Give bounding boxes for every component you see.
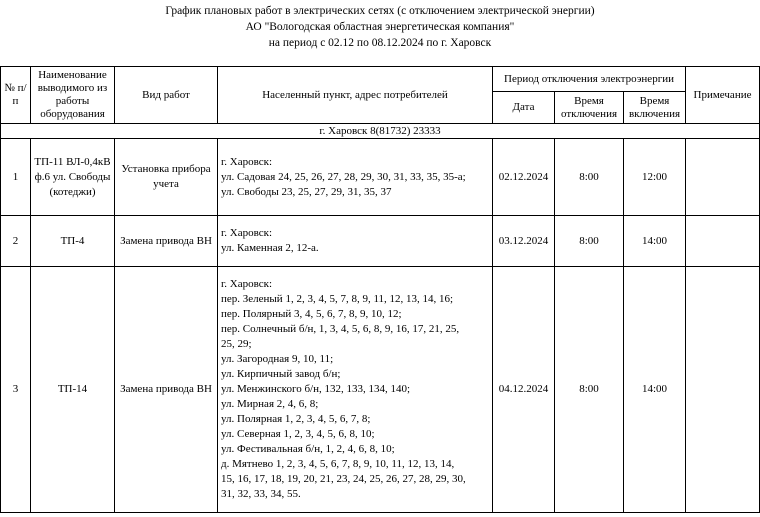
col-header-period: Период отключения электроэнергии [493, 67, 686, 92]
address-line: г. Харовск: [221, 278, 273, 290]
col-header-time-on: Время включения [624, 92, 686, 124]
address-line: 31, 32, 33, 34, 55. [221, 488, 301, 500]
cell-note [686, 267, 760, 513]
cell-date: 03.12.2024 [493, 216, 555, 267]
col-header-date: Дата [493, 92, 555, 124]
cell-equipment: ТП-4 [31, 216, 115, 267]
address-line: 25, 29; [221, 338, 252, 350]
cell-date: 02.12.2024 [493, 139, 555, 216]
address-line: пер. Полярный 3, 4, 5, 6, 7, 8, 9, 10, 12; [221, 308, 402, 320]
address-line: д. Мятнево 1, 2, 3, 4, 5, 6, 7, 8, 9, 10, 11, 12, 13, 14, [221, 458, 455, 470]
col-header-address: Населенный пункт, адрес потребителей [218, 67, 493, 124]
address-line: ул. Северная 1, 2, 3, 4, 5, 6, 8, 10; [221, 428, 375, 440]
cell-work-type: Замена привода ВН [115, 267, 218, 513]
cell-time-on: 12:00 [624, 139, 686, 216]
document-title [0, 3, 760, 51]
title-line-3: на период с 02.12 по 08.12.2024 по г. Харовск [268, 37, 492, 49]
cell-address [218, 139, 493, 216]
cell-equipment: ТП-11 ВЛ-0,4кВ ф.6 ул. Свободы (котеджи) [31, 139, 115, 216]
address-line: ул. Каменная 2, 12-а. [221, 242, 319, 254]
cell-date: 04.12.2024 [493, 267, 555, 513]
cell-work-type: Установка прибора учета [115, 139, 218, 216]
title-line-2: АО "Вологодская областная энергетическая компания" [245, 21, 515, 33]
schedule-table [0, 66, 760, 513]
address-line: ул. Свободы 23, 25, 27, 29, 31, 35, 37 [221, 185, 392, 198]
cell-work-type: Замена привода ВН [115, 216, 218, 267]
address-line: ул. Загородная 9, 10, 11; [221, 353, 334, 365]
address-line: пер. Солнечный б/н, 1, 3, 4, 5, 6, 8, 9, 16, 17, 21, 25, [221, 323, 460, 335]
cell-num: 1 [1, 139, 31, 216]
address-line: г. Харовск: [221, 155, 273, 168]
address-line: ул. Мирная 2, 4, 6, 8; [221, 398, 319, 410]
cell-note [686, 216, 760, 267]
address-line: ул. Садовая 24, 25, 26, 27, 28, 29, 30, 31, 33, 35, 35-а; [221, 170, 466, 183]
address-line: 15, 16, 17, 18, 19, 20, 21, 23, 24, 25, 26, 27, 28, 29, 30, [221, 473, 466, 485]
table-row [1, 267, 760, 513]
col-header-work: Вид работ [115, 67, 218, 124]
cell-time-off: 8:00 [555, 267, 624, 513]
col-header-num: № п/п [1, 67, 31, 124]
col-header-time-off: Время отключения [555, 92, 624, 124]
cell-address [218, 216, 493, 267]
address-line: ул. Полярная 1, 2, 3, 4, 5, 6, 7, 8; [221, 413, 371, 425]
cell-time-on: 14:00 [624, 267, 686, 513]
header-row-1 [1, 67, 760, 92]
cell-note [686, 139, 760, 216]
address-line: пер. Зеленый 1, 2, 3, 4, 5, 7, 8, 9, 11, 12, 13, 14, 16; [221, 293, 454, 305]
col-header-note: Примечание [686, 67, 760, 124]
table-row [1, 139, 760, 216]
address-line: ул. Менжинского б/н, 132, 133, 134, 140; [221, 383, 411, 395]
cell-num: 3 [1, 267, 31, 513]
cell-num: 2 [1, 216, 31, 267]
title-line-1: График плановых работ в электрических сетях (с отключением электрической энергии) [165, 5, 595, 17]
address-line: ул. Фестивальная б/н, 1, 2, 4, 6, 8, 10; [221, 443, 395, 455]
cell-time-off: 8:00 [555, 216, 624, 267]
city-row [1, 124, 760, 139]
address-line: г. Харовск: [221, 227, 273, 239]
cell-time-off: 8:00 [555, 139, 624, 216]
city-row-label: г. Харовск 8(81732) 23333 [1, 124, 760, 139]
address-line: ул. Кирпичный завод б/н; [221, 368, 341, 380]
col-header-name: Наименование выводимого из работы оборудования [31, 67, 115, 124]
cell-time-on: 14:00 [624, 216, 686, 267]
cell-equipment: ТП-14 [31, 267, 115, 513]
table-row [1, 216, 760, 267]
cell-address [218, 267, 493, 513]
